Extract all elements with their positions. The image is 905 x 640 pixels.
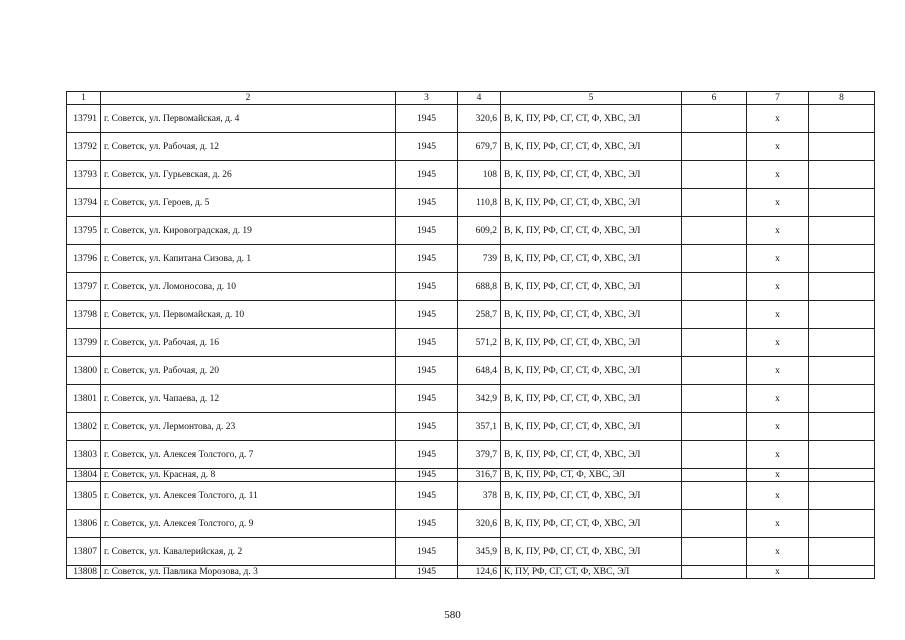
column-number-header-row bbox=[67, 92, 875, 105]
address-cell: г. Советск, ул. Лермонтова, д. 23 bbox=[101, 413, 396, 441]
utilities-cell: В, К, ПУ, РФ, СГ, СТ, Ф, ХВС, ЭЛ bbox=[501, 189, 682, 217]
column-6-cell bbox=[682, 301, 747, 329]
column-8-cell bbox=[809, 217, 875, 245]
area-cell: 110,8 bbox=[458, 189, 501, 217]
column-6-cell bbox=[682, 385, 747, 413]
column-8-cell bbox=[809, 441, 875, 469]
column-7-cell: х bbox=[747, 301, 809, 329]
column-6-cell bbox=[682, 245, 747, 273]
column-7-cell: х bbox=[747, 566, 809, 579]
column-header: 1 bbox=[67, 92, 101, 105]
table-row bbox=[67, 385, 875, 413]
row-number-cell: 13801 bbox=[67, 385, 101, 413]
utilities-cell: В, К, ПУ, РФ, СГ, СТ, Ф, ХВС, ЭЛ bbox=[501, 538, 682, 566]
address-cell: г. Советск, ул. Рабочая, д. 16 bbox=[101, 329, 396, 357]
address-cell: г. Советск, ул. Алексея Толстого, д. 9 bbox=[101, 510, 396, 538]
area-cell: 345,9 bbox=[458, 538, 501, 566]
address-cell: г. Советск, ул. Красная, д. 8 bbox=[101, 469, 396, 482]
year-cell: 1945 bbox=[396, 538, 458, 566]
area-cell: 571,2 bbox=[458, 329, 501, 357]
page-number: 580 bbox=[444, 609, 461, 621]
year-cell: 1945 bbox=[396, 566, 458, 579]
utilities-cell: В, К, ПУ, РФ, СГ, СТ, Ф, ХВС, ЭЛ bbox=[501, 133, 682, 161]
column-8-cell bbox=[809, 189, 875, 217]
column-6-cell bbox=[682, 273, 747, 301]
year-cell: 1945 bbox=[396, 385, 458, 413]
utilities-cell: В, К, ПУ, РФ, СГ, СТ, Ф, ХВС, ЭЛ bbox=[501, 301, 682, 329]
table-row bbox=[67, 217, 875, 245]
column-6-cell bbox=[682, 105, 747, 133]
address-cell: г. Советск, ул. Первомайская, д. 10 bbox=[101, 301, 396, 329]
column-7-cell: х bbox=[747, 413, 809, 441]
column-7-cell: х bbox=[747, 161, 809, 189]
area-cell: 316,7 bbox=[458, 469, 501, 482]
year-cell: 1945 bbox=[396, 301, 458, 329]
column-6-cell bbox=[682, 510, 747, 538]
utilities-cell: В, К, ПУ, РФ, СГ, СТ, Ф, ХВС, ЭЛ bbox=[501, 329, 682, 357]
table-row bbox=[67, 566, 875, 579]
address-cell: г. Советск, ул. Ломоносова, д. 10 bbox=[101, 273, 396, 301]
row-number-cell: 13807 bbox=[67, 538, 101, 566]
column-7-cell: х bbox=[747, 357, 809, 385]
area-cell: 609,2 bbox=[458, 217, 501, 245]
column-7-cell: х bbox=[747, 189, 809, 217]
table-row bbox=[67, 133, 875, 161]
row-number-cell: 13791 bbox=[67, 105, 101, 133]
table-row bbox=[67, 273, 875, 301]
column-8-cell bbox=[809, 385, 875, 413]
table-row bbox=[67, 441, 875, 469]
column-8-cell bbox=[809, 273, 875, 301]
row-number-cell: 13796 bbox=[67, 245, 101, 273]
address-cell: г. Советск, ул. Чапаева, д. 12 bbox=[101, 385, 396, 413]
year-cell: 1945 bbox=[396, 161, 458, 189]
column-7-cell: х bbox=[747, 482, 809, 510]
year-cell: 1945 bbox=[396, 469, 458, 482]
address-cell: г. Советск, ул. Гурьевская, д. 26 bbox=[101, 161, 396, 189]
address-cell: г. Советск, ул. Алексея Толстого, д. 7 bbox=[101, 441, 396, 469]
area-cell: 648,4 bbox=[458, 357, 501, 385]
address-cell: г. Советск, ул. Рабочая, д. 20 bbox=[101, 357, 396, 385]
column-6-cell bbox=[682, 482, 747, 510]
column-8-cell bbox=[809, 566, 875, 579]
row-number-cell: 13806 bbox=[67, 510, 101, 538]
area-cell: 378 bbox=[458, 482, 501, 510]
table-row bbox=[67, 329, 875, 357]
row-number-cell: 13800 bbox=[67, 357, 101, 385]
column-7-cell: х bbox=[747, 245, 809, 273]
year-cell: 1945 bbox=[396, 133, 458, 161]
column-6-cell bbox=[682, 189, 747, 217]
column-8-cell bbox=[809, 133, 875, 161]
table-row bbox=[67, 245, 875, 273]
row-number-cell: 13808 bbox=[67, 566, 101, 579]
utilities-cell: К, ПУ, РФ, СГ, СТ, Ф, ХВС, ЭЛ bbox=[501, 566, 682, 579]
column-8-cell bbox=[809, 357, 875, 385]
column-7-cell: х bbox=[747, 217, 809, 245]
column-8-cell bbox=[809, 510, 875, 538]
table-row bbox=[67, 189, 875, 217]
area-cell: 342,9 bbox=[458, 385, 501, 413]
area-cell: 379,7 bbox=[458, 441, 501, 469]
row-number-cell: 13803 bbox=[67, 441, 101, 469]
column-7-cell: х bbox=[747, 510, 809, 538]
utilities-cell: В, К, ПУ, РФ, СГ, СТ, Ф, ХВС, ЭЛ bbox=[501, 161, 682, 189]
address-cell: г. Советск, ул. Кавалерийская, д. 2 bbox=[101, 538, 396, 566]
row-number-cell: 13802 bbox=[67, 413, 101, 441]
column-header: 4 bbox=[458, 92, 501, 105]
column-8-cell bbox=[809, 329, 875, 357]
area-cell: 320,6 bbox=[458, 105, 501, 133]
column-7-cell: х bbox=[747, 273, 809, 301]
year-cell: 1945 bbox=[396, 245, 458, 273]
housing-registry-table bbox=[66, 91, 875, 579]
table-row bbox=[67, 105, 875, 133]
column-header: 2 bbox=[101, 92, 396, 105]
utilities-cell: В, К, ПУ, РФ, СГ, СТ, Ф, ХВС, ЭЛ bbox=[501, 245, 682, 273]
row-number-cell: 13793 bbox=[67, 161, 101, 189]
column-6-cell bbox=[682, 133, 747, 161]
area-cell: 688,8 bbox=[458, 273, 501, 301]
column-7-cell: х bbox=[747, 133, 809, 161]
column-header: 5 bbox=[501, 92, 682, 105]
column-6-cell bbox=[682, 161, 747, 189]
table-row bbox=[67, 482, 875, 510]
year-cell: 1945 bbox=[396, 189, 458, 217]
year-cell: 1945 bbox=[396, 217, 458, 245]
column-header: 7 bbox=[747, 92, 809, 105]
year-cell: 1945 bbox=[396, 273, 458, 301]
area-cell: 739 bbox=[458, 245, 501, 273]
year-cell: 1945 bbox=[396, 357, 458, 385]
year-cell: 1945 bbox=[396, 105, 458, 133]
table-row bbox=[67, 161, 875, 189]
table-row bbox=[67, 357, 875, 385]
utilities-cell: В, К, ПУ, РФ, СГ, СТ, Ф, ХВС, ЭЛ bbox=[501, 357, 682, 385]
column-8-cell bbox=[809, 245, 875, 273]
column-8-cell bbox=[809, 161, 875, 189]
column-8-cell bbox=[809, 413, 875, 441]
row-number-cell: 13794 bbox=[67, 189, 101, 217]
row-number-cell: 13792 bbox=[67, 133, 101, 161]
address-cell: г. Советск, ул. Кировоградская, д. 19 bbox=[101, 217, 396, 245]
utilities-cell: В, К, ПУ, РФ, СГ, СТ, Ф, ХВС, ЭЛ bbox=[501, 105, 682, 133]
year-cell: 1945 bbox=[396, 329, 458, 357]
table-row bbox=[67, 301, 875, 329]
column-7-cell: х bbox=[747, 538, 809, 566]
year-cell: 1945 bbox=[396, 482, 458, 510]
column-6-cell bbox=[682, 413, 747, 441]
table-row bbox=[67, 413, 875, 441]
year-cell: 1945 bbox=[396, 413, 458, 441]
address-cell: г. Советск, ул. Рабочая, д. 12 bbox=[101, 133, 396, 161]
column-8-cell bbox=[809, 538, 875, 566]
address-cell: г. Советск, ул. Павлика Морозова, д. 3 bbox=[101, 566, 396, 579]
year-cell: 1945 bbox=[396, 510, 458, 538]
address-cell: г. Советск, ул. Капитана Сизова, д. 1 bbox=[101, 245, 396, 273]
column-8-cell bbox=[809, 482, 875, 510]
column-7-cell: х bbox=[747, 329, 809, 357]
table-row bbox=[67, 538, 875, 566]
utilities-cell: В, К, ПУ, РФ, СГ, СТ, Ф, ХВС, ЭЛ bbox=[501, 217, 682, 245]
column-7-cell: х bbox=[747, 469, 809, 482]
column-6-cell bbox=[682, 357, 747, 385]
column-8-cell bbox=[809, 105, 875, 133]
utilities-cell: В, К, ПУ, РФ, СТ, Ф, ХВС, ЭЛ bbox=[501, 469, 682, 482]
area-cell: 320,6 bbox=[458, 510, 501, 538]
row-number-cell: 13805 bbox=[67, 482, 101, 510]
column-6-cell bbox=[682, 441, 747, 469]
column-6-cell bbox=[682, 566, 747, 579]
column-7-cell: х bbox=[747, 105, 809, 133]
column-header: 3 bbox=[396, 92, 458, 105]
table-row bbox=[67, 469, 875, 482]
utilities-cell: В, К, ПУ, РФ, СГ, СТ, Ф, ХВС, ЭЛ bbox=[501, 413, 682, 441]
row-number-cell: 13797 bbox=[67, 273, 101, 301]
column-6-cell bbox=[682, 329, 747, 357]
column-6-cell bbox=[682, 469, 747, 482]
column-7-cell: х bbox=[747, 441, 809, 469]
area-cell: 108 bbox=[458, 161, 501, 189]
utilities-cell: В, К, ПУ, РФ, СГ, СТ, Ф, ХВС, ЭЛ bbox=[501, 510, 682, 538]
address-cell: г. Советск, ул. Первомайская, д. 4 bbox=[101, 105, 396, 133]
column-header: 6 bbox=[682, 92, 747, 105]
utilities-cell: В, К, ПУ, РФ, СГ, СТ, Ф, ХВС, ЭЛ bbox=[501, 441, 682, 469]
table-row bbox=[67, 510, 875, 538]
area-cell: 258,7 bbox=[458, 301, 501, 329]
column-6-cell bbox=[682, 217, 747, 245]
row-number-cell: 13795 bbox=[67, 217, 101, 245]
year-cell: 1945 bbox=[396, 441, 458, 469]
row-number-cell: 13798 bbox=[67, 301, 101, 329]
column-6-cell bbox=[682, 538, 747, 566]
utilities-cell: В, К, ПУ, РФ, СГ, СТ, Ф, ХВС, ЭЛ bbox=[501, 482, 682, 510]
area-cell: 357,1 bbox=[458, 413, 501, 441]
row-number-cell: 13799 bbox=[67, 329, 101, 357]
column-8-cell bbox=[809, 469, 875, 482]
area-cell: 124,6 bbox=[458, 566, 501, 579]
column-header: 8 bbox=[809, 92, 875, 105]
column-7-cell: х bbox=[747, 385, 809, 413]
row-number-cell: 13804 bbox=[67, 469, 101, 482]
utilities-cell: В, К, ПУ, РФ, СГ, СТ, Ф, ХВС, ЭЛ bbox=[501, 385, 682, 413]
column-8-cell bbox=[809, 301, 875, 329]
area-cell: 679,7 bbox=[458, 133, 501, 161]
utilities-cell: В, К, ПУ, РФ, СГ, СТ, Ф, ХВС, ЭЛ bbox=[501, 273, 682, 301]
address-cell: г. Советск, ул. Героев, д. 5 bbox=[101, 189, 396, 217]
address-cell: г. Советск, ул. Алексея Толстого, д. 11 bbox=[101, 482, 396, 510]
